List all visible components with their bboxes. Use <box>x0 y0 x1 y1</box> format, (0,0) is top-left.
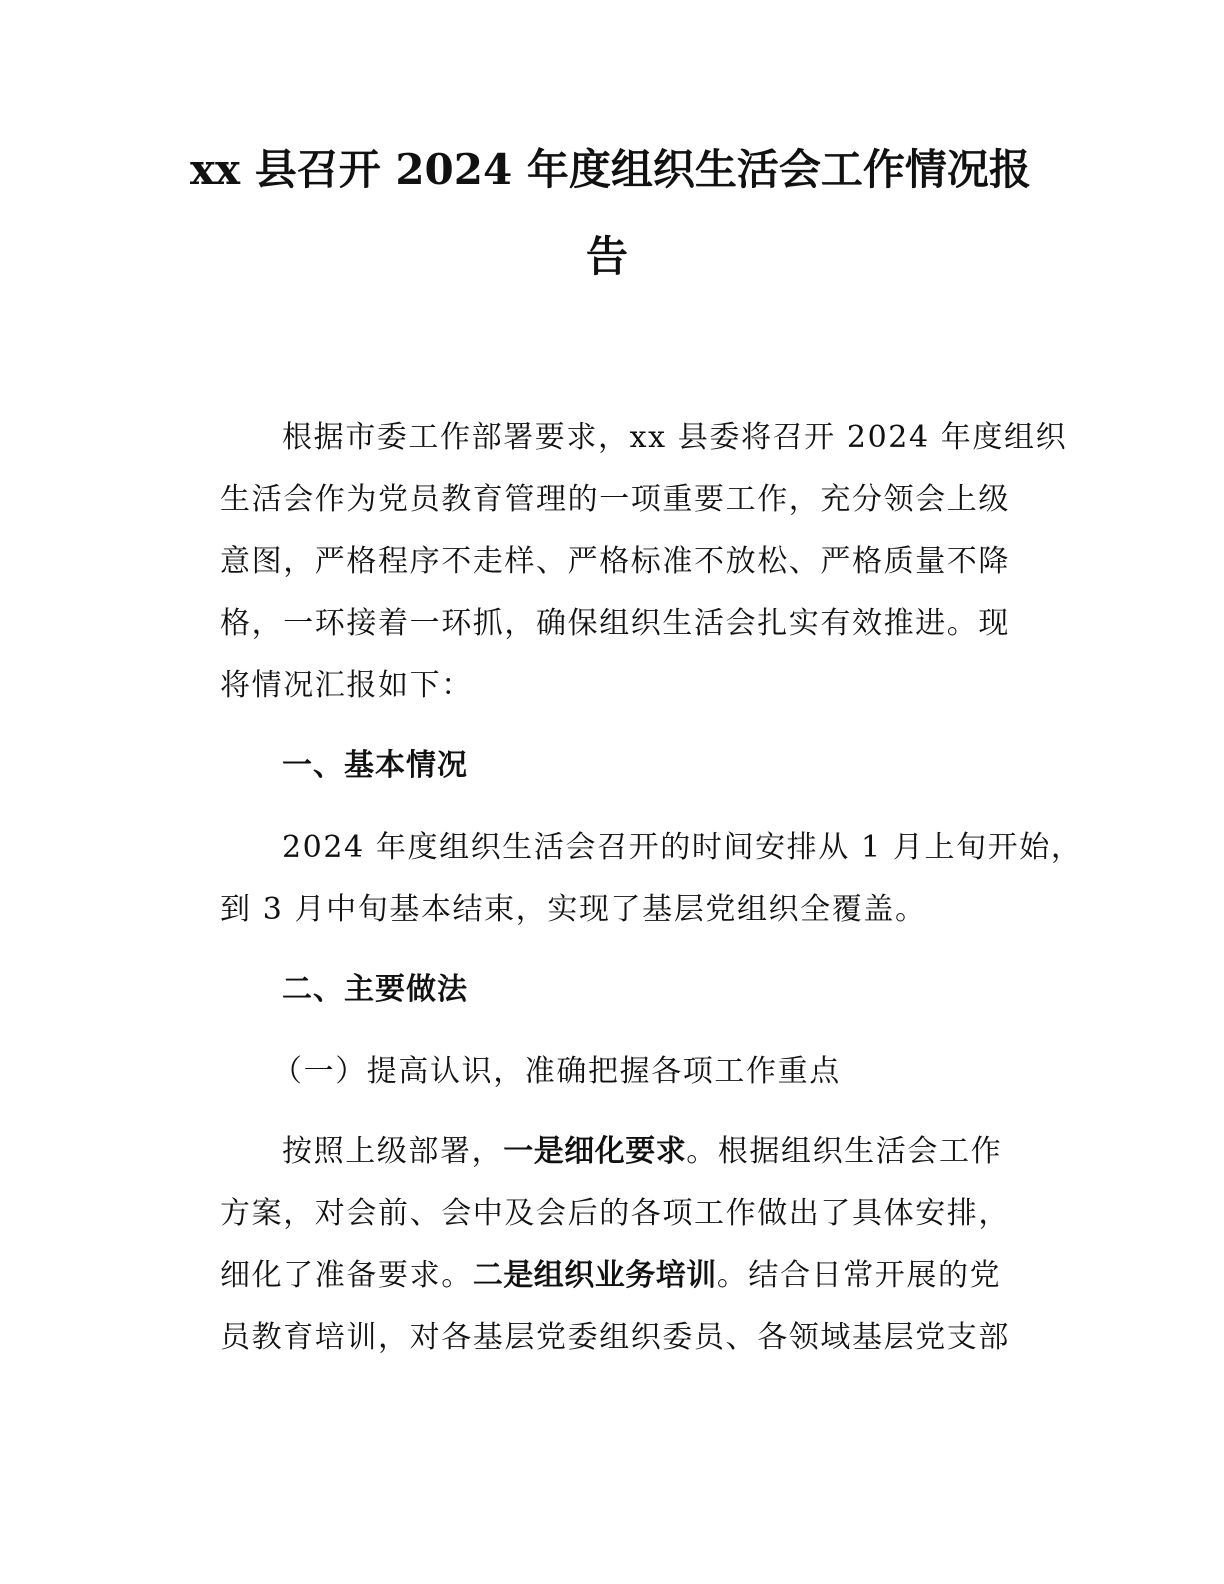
subsection-1-heading: （一）提高认识，准确把握各项工作重点 <box>272 1054 841 1089</box>
report-title-line-2: 告 <box>585 232 628 281</box>
paragraph-text: 按照上级部署， <box>282 1134 504 1169</box>
paragraph-line-1 <box>282 1132 1002 1172</box>
section-1-body-line-2: 到 3 月中旬基本结束，实现了基层党组织全覆盖。 <box>220 892 927 927</box>
section-1-heading: 一、基本情况 <box>282 748 468 783</box>
intro-line-3: 意图，严格程序不走样、严格标准不放松、严格质量不降 <box>220 544 1010 579</box>
paragraph-text: 细化了准备要求。 <box>220 1258 473 1293</box>
emphasis-text: 一是细化要求 <box>503 1134 687 1169</box>
section-1-body-line-1: 2024 年度组织生活会召开的时间安排从 1 月上旬开始， <box>282 830 1083 865</box>
emphasis-text: 二是组织业务培训 <box>472 1258 717 1293</box>
intro-line-1: 根据市委工作部署要求，xx 县委将召开 2024 年度组织 <box>282 420 1068 455</box>
intro-line-4: 格，一环接着一环抓，确保组织生活会扎实有效推进。现 <box>220 606 1010 641</box>
intro-line-5: 将情况汇报如下： <box>220 668 473 703</box>
intro-line-2: 生活会作为党员教育管理的一项重要工作，充分领会上级 <box>220 482 1010 517</box>
paragraph-line-3 <box>220 1256 1001 1296</box>
paragraph-text: 。结合日常开展的党 <box>716 1258 1002 1293</box>
section-2-heading: 二、主要做法 <box>282 972 468 1007</box>
paragraph-line-4: 员教育培训，对各基层党委组织委员、各领域基层党支部 <box>220 1320 1010 1355</box>
paragraph-line-2: 方案，对会前、会中及会后的各项工作做出了具体安排， <box>220 1196 1010 1231</box>
paragraph-text: 。根据组织生活会工作 <box>686 1134 1003 1169</box>
report-title-line-1: xx 县召开 2024 年度组织生活会工作情况报 <box>190 145 1031 194</box>
